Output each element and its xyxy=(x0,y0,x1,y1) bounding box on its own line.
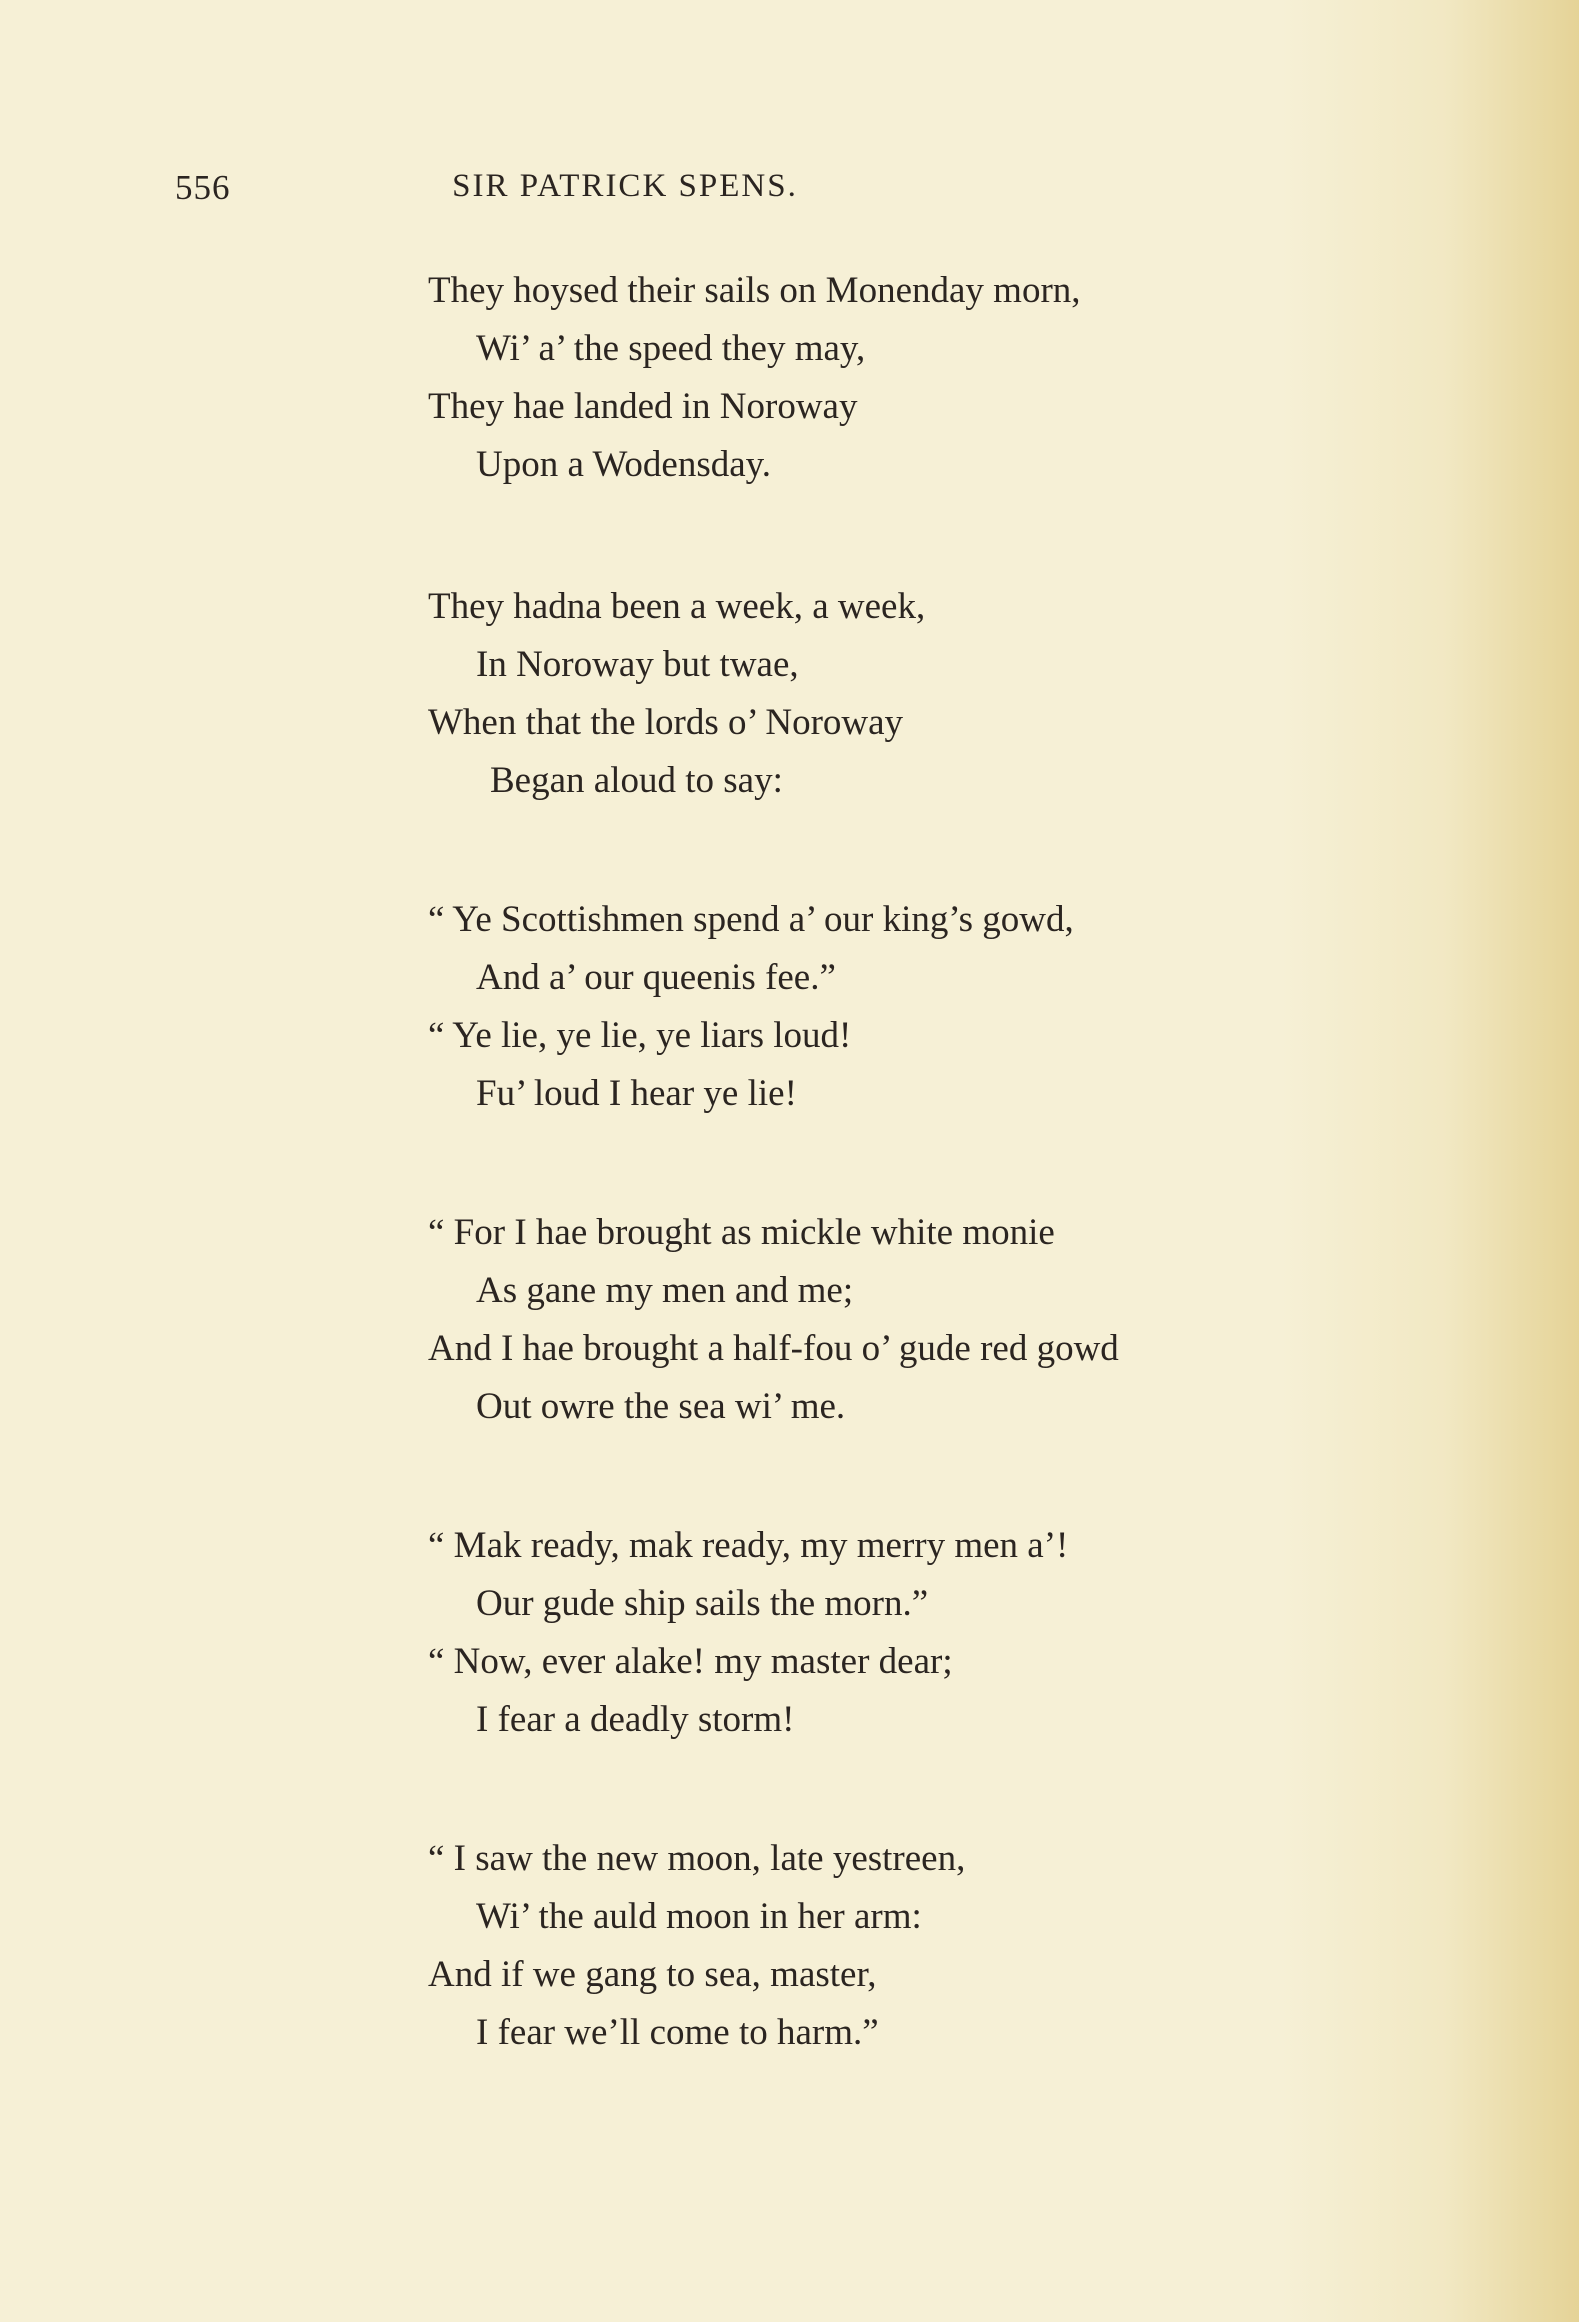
stanza-2 xyxy=(428,578,1408,810)
stanza-4 xyxy=(428,1204,1408,1436)
poem-line: And I hae brought a half-fou o’ gude red gowd xyxy=(428,1328,1119,1369)
poem-line: They hae landed in Noroway xyxy=(428,386,858,427)
poem-line: When that the lords o’ Noroway xyxy=(428,702,904,743)
poem-line: Our gude ship sails the morn.” xyxy=(476,1583,929,1624)
poem-line: “ Ye lie, ye lie, ye liars loud! xyxy=(428,1015,852,1056)
poem-line: I fear a deadly storm! xyxy=(476,1699,795,1740)
stanza-3 xyxy=(428,891,1408,1123)
running-title: SIR PATRICK SPENS. xyxy=(452,168,798,204)
page-number: 556 xyxy=(175,168,231,207)
poem-line: “ For I hae brought as mickle white monie xyxy=(428,1212,1055,1253)
poem-line: Began aloud to say: xyxy=(490,760,783,801)
stanza-1 xyxy=(428,262,1408,494)
stanza-5 xyxy=(428,1517,1408,1749)
poem-line: And a’ our queenis fee.” xyxy=(476,957,836,998)
poem-line: They hadna been a week, a week, xyxy=(428,586,926,627)
stanza-6 xyxy=(428,1830,1408,2062)
poem-line: “ Ye Scottishmen spend a’ our king’s gowd, xyxy=(428,899,1074,940)
poem-line: In Noroway but twae, xyxy=(476,644,799,685)
poem-line: And if we gang to sea, master, xyxy=(428,1954,877,1995)
poem-line: I fear we’ll come to harm.” xyxy=(476,2012,879,2053)
poem-line: Fu’ loud I hear ye lie! xyxy=(476,1073,797,1114)
poem-line: Out owre the sea wi’ me. xyxy=(476,1386,846,1427)
poem-line: Wi’ the auld moon in her arm: xyxy=(476,1896,922,1937)
page-header xyxy=(175,168,1075,218)
poem-line: “ Mak ready, mak ready, my merry men a’! xyxy=(428,1525,1069,1566)
poem-line: “ I saw the new moon, late yestreen, xyxy=(428,1838,966,1879)
poem-line: “ Now, ever alake! my master dear; xyxy=(428,1641,953,1682)
poem-line: As gane my men and me; xyxy=(476,1270,854,1311)
poem-line: Upon a Wodensday. xyxy=(476,444,772,485)
poem-line: Wi’ a’ the speed they may, xyxy=(476,328,866,369)
poem-line: They hoysed their sails on Monenday morn, xyxy=(428,270,1081,311)
